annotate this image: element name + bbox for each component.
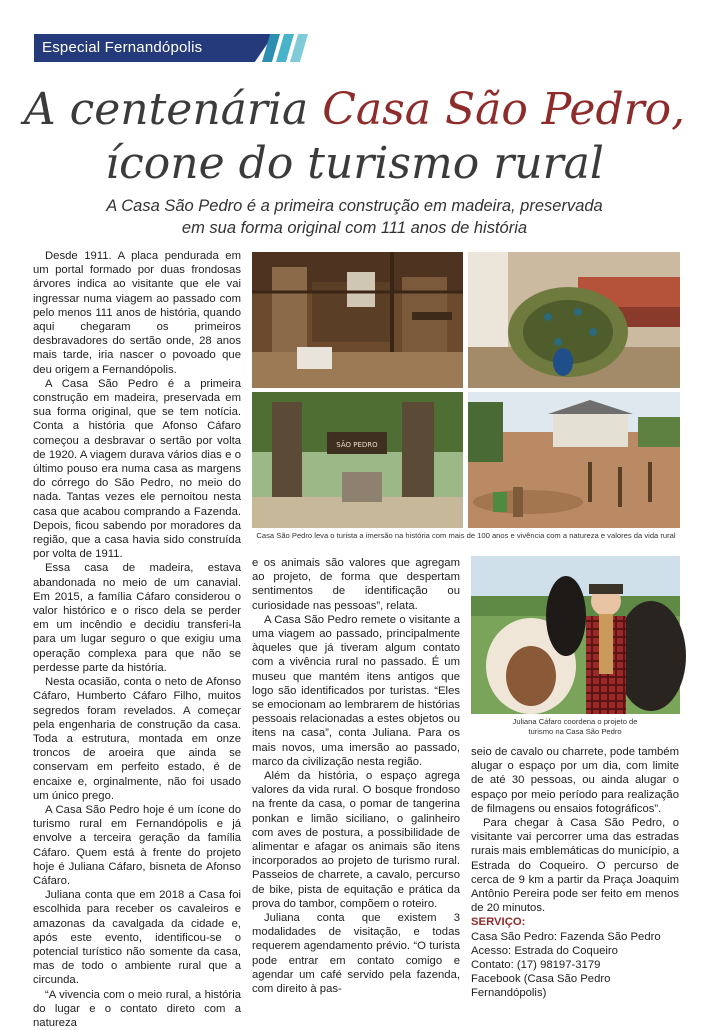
photo-house-interior bbox=[252, 252, 463, 388]
service-line: Contato: (17) 98197-3179 bbox=[471, 959, 601, 972]
headline-line-2: ícone do turismo rural bbox=[105, 138, 604, 189]
paragraph: e os animais são valores que agregam ao projeto, de forma que despertam sentimentos de identificação ou curiosidade nas pessoas”, relata. bbox=[252, 557, 460, 612]
service-line: Casa São Pedro: Fazenda São Pedro bbox=[471, 930, 661, 943]
photo-gate-sign bbox=[252, 392, 463, 528]
headline-line-1 bbox=[20, 84, 689, 136]
service-heading: SERVIÇO: bbox=[471, 916, 526, 929]
paragraph: Nesta ocasião, conta o neto de Afonso Cáfaro, Humberto Cáfaro Filho, muitos segredos foram revelados. A começar pela engenharia de construção da casa. Toda a estrutura, montada em onze troncos de aroeira que ainda se conservam em perfeito estado, é de encaixe e, orginalmente, não foi usado um único prego. bbox=[33, 676, 241, 802]
owner-caption-line: Juliana Cáfaro coordena o projeto de bbox=[512, 717, 638, 726]
photos-caption: Casa São Pedro leva o turista a imersão na história com mais de 100 anos e vivência com a natureza e valores da vida rural bbox=[256, 531, 676, 540]
paragraph: A Casa São Pedro remete o visitante a uma viagem ao passado, principalmente àqueles que já tiveram algum contato com a vivência rural no passado. É um museu que mantém itens antigos que logo são identificados por turistas. “Eles se emocionam ao lembrarem de histórias pessoais relacionadas a estes objetos ou itens na casa”, conta Juliana. Para os mais novos, uma imersão ao passado, marco da civilização nesta região. bbox=[252, 613, 460, 768]
paragraph: A Casa São Pedro é a primeira construção em madeira, preservada em sua forma original, que se tem notícia. Conta a história que Afonso Cáfaro começou a desbravar o sertão por volta de 1920. A viagem durava vários dias e o último pouso era numa casa as margens do córrego do São Pedro, no meio do nada. Tantas vezes ele pernoitou nesta casa que acabou comprando a Fazenda. Depois, ficou sabendo por moradores da região, que a casa havia sido construída por volta de 1911. bbox=[33, 377, 241, 561]
subtitle-line: em sua forma original com 111 anos de história bbox=[181, 219, 528, 237]
paragraph: Juliana conta que em 2018 a Casa foi escolhida para receber os cavaleiros e amazonas da cavalgada da cidade e, após este evento, identificou-se o potencial turístico não somente da casa, mas de todo o ambiente rural que a circunda. bbox=[33, 889, 241, 987]
paragraph: seio de cavalo ou charrete, pode também alugar o espaço por um dia, com limite de até 30 pessoas, ou ainda alugar o espaço por meio período para realização de filmagens ou ensaios fotográficos”. bbox=[471, 746, 679, 815]
section-label: Especial Fernandópolis bbox=[42, 39, 203, 56]
service-line: Facebook (Casa São Pedro Fernandópolis) bbox=[471, 973, 611, 1000]
paragraph: Além da história, o espaço agrega valores da vida rural. O bosque frondoso na frente da casa, o pomar de tangerina ponkan e limão siciliano, o galinheiro com aves de postura, a possibilidade de alimentar e afagar os animais são itens incorporados ao projeto de turismo rural. Passeios de charrete, a cavalo, percurso de bike, pista de equitação e prática da prova do tambor, compõem o roteiro. bbox=[252, 770, 460, 910]
paragraph: A Casa São Pedro hoje é um ícone do turismo rural em Fernandópolis e já envolve a terceira geração da família Cáfaro. Quem está à frente do projeto hoje é Juliana Cáfaro, bisneta de Afonso Cáfaro. bbox=[33, 803, 241, 887]
article-column-1 bbox=[33, 249, 241, 1029]
photo-peacock bbox=[468, 252, 680, 388]
article-column-2 bbox=[252, 556, 460, 1012]
paragraph: Desde 1911. A placa pendurada em um portal formado por duas frondosas árvores indica ao visitante que ele vai ingressar numa viagem ao passado com pelo menos 111 anos de história, quando aqui chegaram os primeiros desbravadores do sertão onde, 28 anos mais tarde, iria nascer o povoado que deu origem a Fernandópolis. bbox=[33, 250, 241, 376]
article-column-3 bbox=[471, 745, 679, 1015]
service-line: Acesso: Estrada do Coqueiro bbox=[471, 944, 618, 957]
headline-accent: Casa São Pedro, bbox=[322, 84, 686, 135]
paragraph: “A vivencia com o meio rural, a história do lugar e o contato direto com a natureza bbox=[33, 988, 241, 1029]
subtitle-line: A Casa São Pedro é a primeira construção em madeira, preservada bbox=[106, 197, 603, 215]
subtitle bbox=[60, 195, 649, 239]
gate-sign-text: SÃO PEDRO bbox=[336, 441, 378, 449]
paragraph: Essa casa de madeira, estava abandonada no meio de um canavial. Em 2015, a família Cáfaro considerou o valor histórico e o risco dela se perder em um incêndio e decidiu transferi-la para um lugar seguro o que exigiu uma operação complexa para que não se perdesse parte da história. bbox=[33, 562, 241, 674]
photo-garden bbox=[468, 392, 680, 528]
photo-owner-horses bbox=[471, 556, 680, 714]
owner-caption bbox=[471, 717, 679, 737]
headline-prefix: A centenária bbox=[23, 84, 323, 135]
paragraph: Para chegar à Casa São Pedro, o visitante vai percorrer uma das estradas rurais mais emblemáticas do município, a Estrada do Coqueiro. O percurso de cerca de 9 km a partir da Praça Joaquim Antônio Pereira pode ser feito em menos de 20 minutos. bbox=[471, 817, 679, 915]
owner-caption-line: turismo na Casa São Pedro bbox=[528, 727, 622, 736]
paragraph: Juliana conta que existem 3 modalidades de visitação, e todas requerem agendamento prévio. “O turista pode entrar em contato comigo e agendar um café servido pela fazenda, com direito à pas- bbox=[252, 912, 460, 996]
